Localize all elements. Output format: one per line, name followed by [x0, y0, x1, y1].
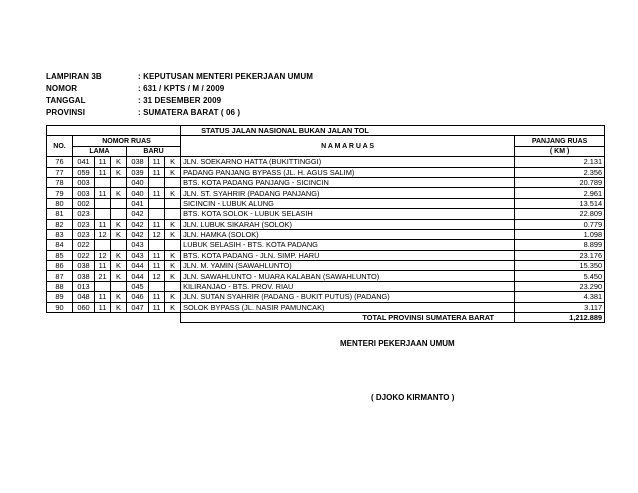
cell-lama-1: 002: [73, 198, 95, 208]
cell-baru-2: 12: [149, 271, 165, 281]
cell-baru-3: [165, 198, 181, 208]
cell-no: 86: [47, 261, 73, 271]
total-row: [47, 313, 605, 323]
cell-nama: BTS. KOTA PADANG - JLN. SIMP. HARU: [181, 250, 515, 260]
col-nomor-ruas: NOMOR RUAS: [73, 136, 181, 146]
cell-baru-2: [149, 240, 165, 250]
cell-no: 76: [47, 157, 73, 167]
cell-baru-1: 045: [127, 281, 149, 291]
table-row: [47, 271, 605, 281]
cell-lama-2: 11: [95, 302, 111, 312]
cell-lama-1: 003: [73, 177, 95, 187]
cell-baru-1: 044: [127, 261, 149, 271]
total-label: TOTAL PROVINSI SUMATERA BARAT: [181, 313, 515, 323]
cell-baru-3: K: [165, 302, 181, 312]
cell-baru-1: 043: [127, 250, 149, 260]
cell-baru-1: 040: [127, 188, 149, 198]
cell-lama-3: [111, 198, 127, 208]
cell-lama-3: K: [111, 292, 127, 302]
table-row: [47, 240, 605, 250]
table-row: [47, 250, 605, 260]
cell-lama-2: 11: [95, 261, 111, 271]
provinsi-label: PROVINSI: [46, 108, 86, 117]
cell-baru-2: 11: [149, 292, 165, 302]
doc-header: [46, 72, 446, 122]
cell-lama-1: 038: [73, 271, 95, 281]
cell-km: 2.131: [515, 157, 605, 167]
cell-baru-1: 044: [127, 271, 149, 281]
cell-lama-1: 013: [73, 281, 95, 291]
cell-lama-1: 022: [73, 250, 95, 260]
table-row: [47, 157, 605, 167]
cell-baru-3: K: [165, 157, 181, 167]
cell-baru-2: 11: [149, 219, 165, 229]
cell-km: 13.514: [515, 198, 605, 208]
cell-lama-2: 21: [95, 271, 111, 281]
cell-km: 2.356: [515, 167, 605, 177]
cell-no: 87: [47, 271, 73, 281]
cell-km: 8.899: [515, 240, 605, 250]
nomor-value: : 631 / KPTS / M / 2009: [138, 84, 225, 93]
cell-baru-2: 11: [149, 261, 165, 271]
cell-lama-3: K: [111, 229, 127, 239]
cell-no: 83: [47, 229, 73, 239]
col-baru: BARU: [127, 146, 181, 156]
nomor-label: NOMOR: [46, 84, 78, 93]
cell-baru-3: K: [165, 271, 181, 281]
cell-no: 84: [47, 240, 73, 250]
cell-baru-3: K: [165, 167, 181, 177]
cell-lama-2: 12: [95, 250, 111, 260]
provinsi-value: : SUMATERA BARAT ( 06 ): [138, 108, 241, 117]
cell-baru-3: [165, 177, 181, 187]
col-lama: LAMA: [73, 146, 127, 156]
cell-lama-3: [111, 281, 127, 291]
cell-lama-2: 11: [95, 292, 111, 302]
cell-lama-1: 023: [73, 229, 95, 239]
cell-baru-3: [165, 209, 181, 219]
cell-km: 2.961: [515, 188, 605, 198]
cell-nama: LUBUK SELASIH - BTS. KOTA PADANG: [181, 240, 515, 250]
total-value: 1,212.889: [515, 313, 605, 323]
cell-lama-3: K: [111, 261, 127, 271]
cell-lama-3: K: [111, 188, 127, 198]
cell-nama: SOLOK BYPASS (JL. NASIR PAMUNCAK): [181, 302, 515, 312]
cell-baru-2: [149, 198, 165, 208]
header-row-lampiran: [46, 72, 446, 84]
cell-lama-2: [95, 240, 111, 250]
cell-lama-3: K: [111, 219, 127, 229]
cell-no: 82: [47, 219, 73, 229]
cell-baru-3: K: [165, 261, 181, 271]
cell-baru-3: K: [165, 188, 181, 198]
cell-nama: JLN. ST. SYAHRIR (PADANG PANJANG): [181, 188, 515, 198]
cell-baru-1: 042: [127, 229, 149, 239]
cell-baru-1: 043: [127, 240, 149, 250]
cell-lama-1: 038: [73, 261, 95, 271]
cell-nama: BTS. KOTA PADANG PANJANG - SICINCIN: [181, 177, 515, 187]
col-no: NO.: [47, 136, 73, 157]
cell-lama-2: [95, 281, 111, 291]
cell-nama: BTS. KOTA SOLOK - LUBUK SELASIH: [181, 209, 515, 219]
cell-baru-1: 046: [127, 292, 149, 302]
cell-km: 23.290: [515, 281, 605, 291]
cell-lama-1: 059: [73, 167, 95, 177]
cell-no: 88: [47, 281, 73, 291]
cell-baru-2: 12: [149, 229, 165, 239]
cell-nama: SICINCIN - LUBUK ALUNG: [181, 198, 515, 208]
col-km: ( KM ): [515, 146, 605, 156]
cell-nama: JLN. SUTAN SYAHRIR (PADANG - BUKIT PUTUS) (PADANG): [181, 292, 515, 302]
table-row: [47, 292, 605, 302]
cell-nama: JLN. LUBUK SIKARAH (SOLOK): [181, 219, 515, 229]
lampiran-label: LAMPIRAN 3B: [46, 72, 102, 81]
cell-baru-3: K: [165, 292, 181, 302]
signature-title: MENTERI PEKERJAAN UMUM: [340, 339, 455, 348]
cell-lama-2: 11: [95, 219, 111, 229]
signature-name: ( DJOKO KIRMANTO ): [371, 393, 455, 402]
cell-km: 4.381: [515, 292, 605, 302]
tanggal-value: : 31 DESEMBER 2009: [138, 96, 222, 105]
table-row: [47, 198, 605, 208]
cell-lama-1: 048: [73, 292, 95, 302]
cell-baru-1: 042: [127, 219, 149, 229]
cell-lama-3: [111, 177, 127, 187]
table-row: [47, 219, 605, 229]
cell-no: 85: [47, 250, 73, 260]
cell-baru-2: 11: [149, 167, 165, 177]
cell-baru-1: 047: [127, 302, 149, 312]
table-title-row: [47, 126, 605, 136]
table-title: STATUS JALAN NASIONAL BUKAN JALAN TOL: [181, 126, 605, 136]
cell-km: 23.176: [515, 250, 605, 260]
cell-lama-2: [95, 177, 111, 187]
cell-km: 0.779: [515, 219, 605, 229]
cell-baru-1: 040: [127, 177, 149, 187]
cell-lama-1: 041: [73, 157, 95, 167]
road-status-table: [46, 125, 605, 323]
cell-nama: PADANG PANJANG BYPASS (JL. H. AGUS SALIM): [181, 167, 515, 177]
table-row: [47, 188, 605, 198]
cell-no: 90: [47, 302, 73, 312]
cell-lama-3: K: [111, 167, 127, 177]
cell-lama-1: 003: [73, 188, 95, 198]
cell-baru-1: 041: [127, 198, 149, 208]
table-body: [47, 126, 605, 323]
cell-lama-3: [111, 209, 127, 219]
cell-lama-3: K: [111, 302, 127, 312]
cell-baru-3: [165, 281, 181, 291]
cell-baru-1: 038: [127, 157, 149, 167]
cell-no: 79: [47, 188, 73, 198]
cell-lama-2: 12: [95, 229, 111, 239]
table-row: [47, 229, 605, 239]
cell-baru-2: [149, 209, 165, 219]
cell-lama-3: [111, 240, 127, 250]
cell-baru-2: 11: [149, 157, 165, 167]
table-row: [47, 167, 605, 177]
header-row-tanggal: [46, 96, 446, 108]
cell-lama-3: K: [111, 157, 127, 167]
cell-no: 78: [47, 177, 73, 187]
table-row: [47, 261, 605, 271]
cell-nama: JLN. SOEKARNO HATTA (BUKITTINGGI): [181, 157, 515, 167]
cell-baru-1: 042: [127, 209, 149, 219]
cell-lama-2: [95, 209, 111, 219]
cell-lama-1: 023: [73, 219, 95, 229]
cell-lama-2: [95, 198, 111, 208]
cell-lama-1: 022: [73, 240, 95, 250]
cell-lama-2: 11: [95, 167, 111, 177]
cell-no: 77: [47, 167, 73, 177]
header-row-provinsi: [46, 108, 446, 120]
table-row: [47, 209, 605, 219]
table-row: [47, 281, 605, 291]
cell-lama-1: 060: [73, 302, 95, 312]
cell-nama: JLN. SAWAHLUNTO - MUARA KALABAN (SAWAHLUNTO): [181, 271, 515, 281]
cell-km: 22.809: [515, 209, 605, 219]
cell-baru-2: 11: [149, 250, 165, 260]
cell-no: 81: [47, 209, 73, 219]
col-panjang-ruas: PANJANG RUAS: [515, 136, 605, 146]
header-row-nomor: [46, 84, 446, 96]
cell-baru-3: K: [165, 219, 181, 229]
header-row-1: [47, 136, 605, 146]
cell-baru-2: [149, 177, 165, 187]
lampiran-value: : KEPUTUSAN MENTERI PEKERJAAN UMUM: [138, 72, 313, 81]
cell-baru-2: 11: [149, 188, 165, 198]
table-row: [47, 177, 605, 187]
cell-baru-2: 11: [149, 302, 165, 312]
cell-km: 5.450: [515, 271, 605, 281]
title-spacer: [47, 126, 181, 136]
cell-no: 80: [47, 198, 73, 208]
col-nama-ruas: N A M A R U A S: [181, 136, 515, 157]
total-spacer: [47, 313, 181, 323]
cell-baru-2: [149, 281, 165, 291]
cell-lama-2: 11: [95, 188, 111, 198]
cell-km: 20.789: [515, 177, 605, 187]
cell-baru-3: [165, 240, 181, 250]
cell-baru-3: K: [165, 250, 181, 260]
cell-baru-1: 039: [127, 167, 149, 177]
cell-no: 89: [47, 292, 73, 302]
table-row: [47, 302, 605, 312]
cell-km: 1.098: [515, 229, 605, 239]
tanggal-label: TANGGAL: [46, 96, 86, 105]
cell-baru-3: K: [165, 229, 181, 239]
cell-lama-3: K: [111, 271, 127, 281]
cell-nama: JLN. HAMKA (SOLOK): [181, 229, 515, 239]
cell-nama: KILIRANJAO - BTS. PROV. RIAU: [181, 281, 515, 291]
cell-lama-1: 023: [73, 209, 95, 219]
cell-nama: JLN. M. YAMIN (SAWAHLUNTO): [181, 261, 515, 271]
cell-lama-2: 11: [95, 157, 111, 167]
cell-km: 15.350: [515, 261, 605, 271]
cell-km: 3.117: [515, 302, 605, 312]
cell-lama-3: K: [111, 250, 127, 260]
